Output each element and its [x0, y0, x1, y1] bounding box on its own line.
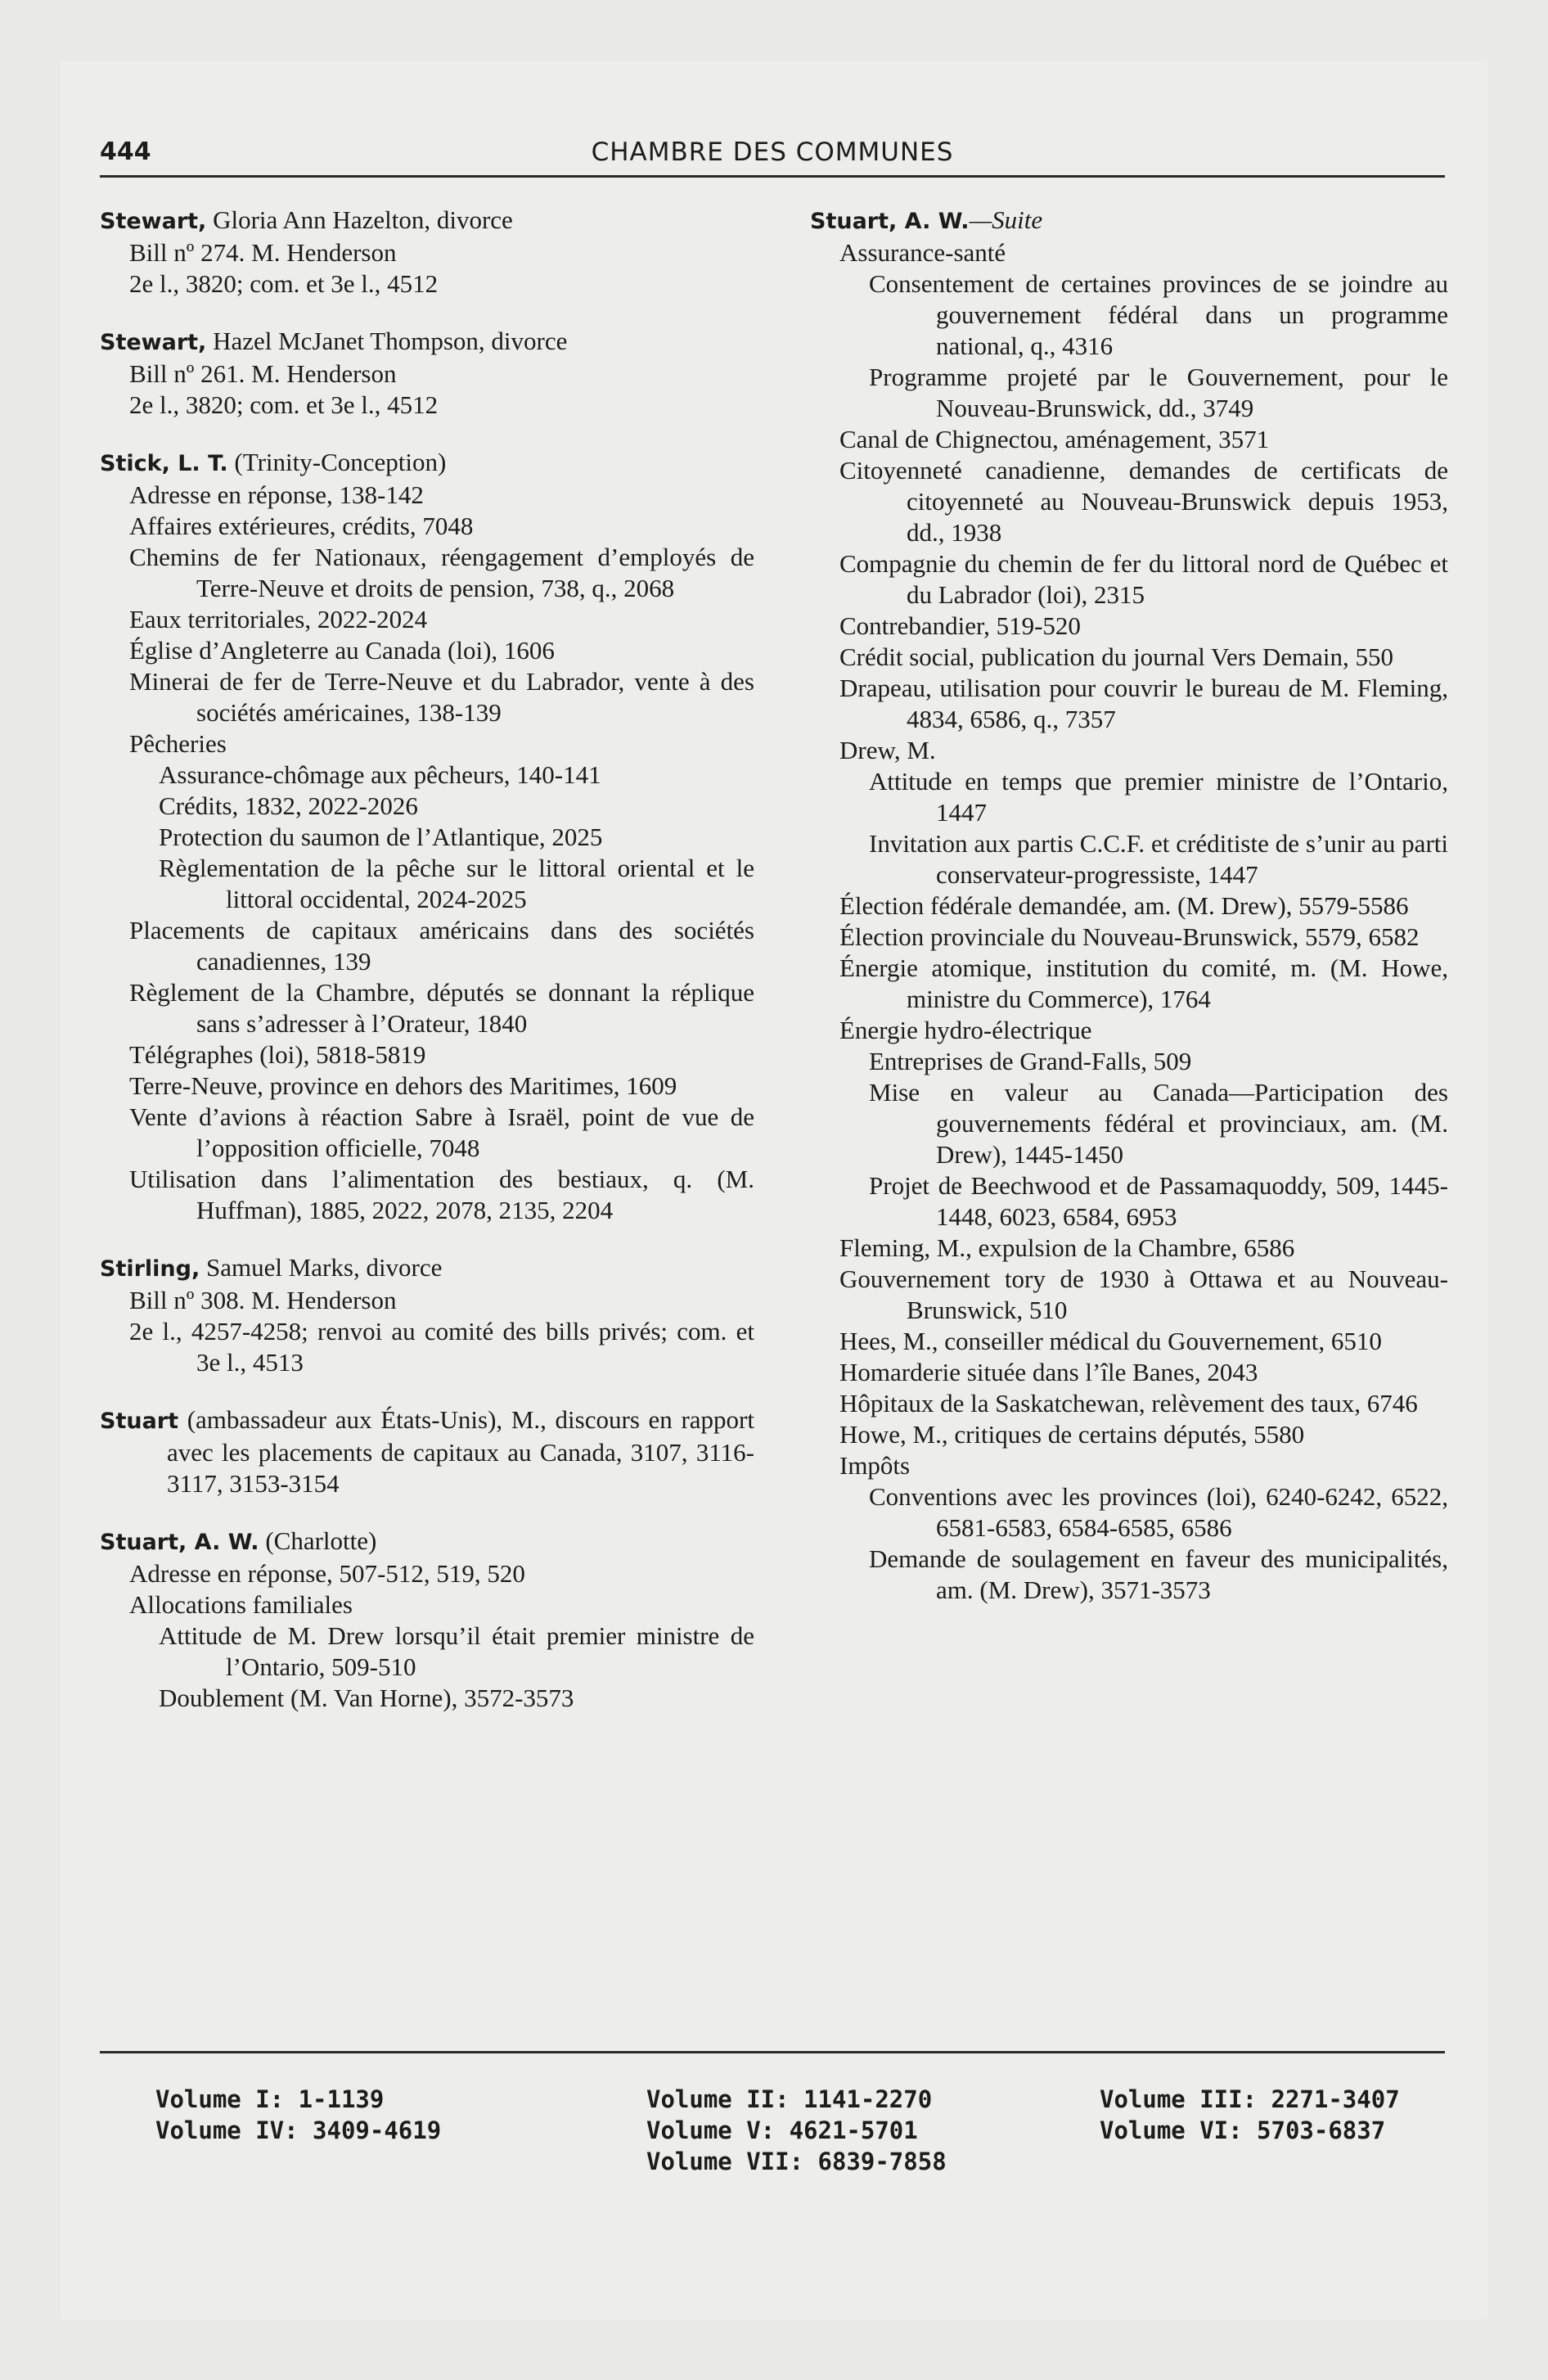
entry-text: Utilisation dans l’alimentation des bestiaux, q. (M. Huffman), 1885, 2022, 2078, 2135, 2204 [129, 1165, 754, 1224]
subentry-line [810, 424, 1448, 455]
subentry-line [100, 1285, 754, 1316]
entry-text: Chemins de fer Nationaux, réengagement d’employés de Terre-Neuve et droits de pension, 738, q., 2068 [129, 543, 754, 602]
entry-text: Élection fédérale demandée, am. (M. Drew), 5579-5586 [839, 891, 1409, 920]
sub-subentry-line [100, 791, 754, 822]
subentry-line [810, 953, 1448, 1015]
entry-text: Église d’Angleterre au Canada (loi), 1606 [129, 636, 555, 665]
subentry-line [100, 1589, 754, 1620]
entry-name: Stuart, A. W. [810, 209, 970, 234]
subentry-line [100, 728, 754, 760]
entry-heading-line [100, 326, 754, 358]
entry-text: Entreprises de Grand-Falls, 509 [869, 1047, 1192, 1075]
left-column [100, 205, 754, 1740]
subentry-line [810, 611, 1448, 642]
volume-range: Volume IV: 3409-4619 [155, 2116, 442, 2144]
entry-text: Demande de soulagement en faveur des municipalités, am. (M. Drew), 3571-3573 [869, 1544, 1448, 1604]
subentry-line [100, 1102, 754, 1164]
page-number: 444 [100, 137, 151, 166]
entry-text: Crédits, 1832, 2022-2026 [159, 791, 418, 820]
sub-subentry-line [810, 766, 1448, 828]
header-rule [100, 175, 1445, 178]
entry-text: (ambassadeur aux États-Unis), M., discours en rapport avec les placements de capitaux au Canada, 3107, 3116-3117, 3153-3154 [167, 1405, 754, 1498]
subentry-line [810, 673, 1448, 735]
volume-range: Volume I: 1-1139 [155, 2085, 385, 2113]
entry-text: 2e l., 3820; com. et 3e l., 4512 [129, 269, 439, 298]
entry-heading-line [100, 205, 754, 237]
entry-text: Consentement de certaines provinces de se joindre au gouvernement fédéral dans un programme national, q., 4316 [869, 269, 1448, 360]
subentry-line [810, 1326, 1448, 1357]
entry-heading-line [100, 1252, 754, 1285]
entry-text: Assurance-chômage aux pêcheurs, 140-141 [159, 760, 601, 789]
subentry-line [100, 666, 754, 728]
sub-subentry-line [810, 1544, 1448, 1606]
entry-text: Invitation aux partis C.C.F. et créditiste de s’unir au parti conservateur-progressiste, 1447 [869, 829, 1448, 889]
subentry-line [810, 890, 1448, 922]
entry-text: Bill nº 274. M. Henderson [129, 238, 397, 267]
subentry-line [100, 604, 754, 635]
page-header [100, 134, 1445, 175]
index-entry [810, 205, 1448, 1606]
volume-range: Volume II: 1141-2270 [646, 2085, 933, 2113]
entry-name: Stuart, A. W. [100, 1530, 259, 1555]
subentry-line [100, 480, 754, 511]
entry-text: Gloria Ann Hazelton, divorce [206, 205, 513, 234]
subentry-line [100, 1039, 754, 1071]
entry-text: Gouvernement tory de 1930 à Ottawa et au Nouveau-Brunswick, 510 [839, 1264, 1448, 1324]
entry-text: Fleming, M., expulsion de la Chambre, 6586 [839, 1233, 1295, 1262]
sub-subentry-line [100, 1683, 754, 1714]
entry-text: Samuel Marks, divorce [200, 1253, 443, 1282]
subentry-line [810, 642, 1448, 673]
entry-heading-line [100, 1526, 754, 1558]
subentry-line [100, 915, 754, 977]
running-head: CHAMBRE DES COMMUNES [591, 137, 954, 167]
volume-range: Volume VII: 6839-7858 [646, 2148, 947, 2175]
entry-text: Homarderie située dans l’île Banes, 2043 [839, 1358, 1258, 1386]
volume-range: Volume III: 2271-3407 [1100, 2085, 1400, 2113]
entry-text: Adresse en réponse, 507-512, 519, 520 [129, 1559, 525, 1588]
entry-text: Impôts [839, 1451, 911, 1480]
subentry-line [810, 1357, 1448, 1388]
entry-text: Pêcheries [129, 729, 227, 758]
sub-subentry-line [810, 1481, 1448, 1544]
subentry-line [810, 455, 1448, 548]
subentry-line [810, 922, 1448, 953]
entry-text: (Charlotte) [259, 1526, 377, 1555]
entry-text: —Suite [969, 205, 1043, 234]
entry-text: Mise en valeur au Canada—Participation des gouvernements fédéral et provinciaux, am. (M. Drew), 1445-1450 [869, 1078, 1448, 1169]
index-entry [100, 447, 754, 1226]
entry-text: Hees, M., conseiller médical du Gouvernement, 6510 [839, 1327, 1382, 1355]
entry-text: Énergie atomique, institution du comité, m. (M. Howe, ministre du Commerce), 1764 [839, 953, 1448, 1013]
entry-text: 2e l., 3820; com. et 3e l., 4512 [129, 390, 439, 419]
entry-text: Citoyenneté canadienne, demandes de certificats de citoyenneté au Nouveau-Brunswick depuis 1953, dd., 1938 [839, 456, 1448, 547]
entry-text: Assurance-santé [839, 238, 1006, 267]
entry-text: Énergie hydro-électrique [839, 1016, 1092, 1044]
entry-text: Élection provinciale du Nouveau-Brunswick, 5579, 6582 [839, 922, 1420, 951]
sub-subentry-line [810, 828, 1448, 890]
sub-subentry-line [810, 1046, 1448, 1077]
entry-text: Bill nº 308. M. Henderson [129, 1286, 397, 1314]
entry-text: Règlement de la Chambre, députés se donnant la réplique sans s’adresser à l’Orateur, 1840 [129, 978, 754, 1038]
entry-text: Adresse en réponse, 138-142 [129, 480, 424, 509]
index-entry [100, 205, 754, 300]
sub-subentry-line [100, 853, 754, 915]
entry-text: Contrebandier, 519-520 [839, 611, 1081, 640]
sub-subentry-line [810, 268, 1448, 362]
entry-text: Affaires extérieures, crédits, 7048 [129, 512, 474, 540]
sub-subentry-line [100, 822, 754, 853]
subentry-line [810, 1264, 1448, 1326]
sub-subentry-line [810, 1170, 1448, 1233]
entry-heading-line [810, 205, 1448, 237]
subentry-line [100, 268, 754, 300]
index-entry [100, 326, 754, 421]
entry-text: Attitude de M. Drew lorsqu’il était premier ministre de l’Ontario, 509-510 [159, 1621, 754, 1681]
entry-text: Doublement (M. Van Horne), 3572-3573 [159, 1684, 574, 1712]
entry-text: (Trinity-Conception) [227, 448, 447, 476]
right-column [810, 205, 1448, 1632]
index-entry [100, 1526, 754, 1714]
subentry-line [100, 511, 754, 542]
sub-subentry-line [100, 1620, 754, 1683]
subentry-line [100, 358, 754, 390]
subentry-line [810, 1419, 1448, 1450]
subentry-line [810, 1015, 1448, 1046]
sub-subentry-line [810, 1077, 1448, 1170]
subentry-line [100, 1558, 754, 1589]
subentry-line [100, 1164, 754, 1226]
entry-text: Crédit social, publication du journal Vers Demain, 550 [839, 642, 1393, 671]
entry-text: Conventions avec les provinces (loi), 6240-6242, 6522, 6581-6583, 6584-6585, 6586 [869, 1482, 1448, 1542]
volume-range: Volume VI: 5703-6837 [1100, 2116, 1386, 2144]
entry-text: Télégraphes (loi), 5818-5819 [129, 1040, 426, 1069]
entry-heading-line [100, 447, 754, 480]
subentry-line [810, 1233, 1448, 1264]
entry-name: Stick, L. T. [100, 451, 228, 476]
subentry-line [100, 977, 754, 1039]
sub-subentry-line [100, 760, 754, 791]
entry-text: Attitude en temps que premier ministre de l’Ontario, 1447 [869, 767, 1448, 827]
entry-text: Vente d’avions à réaction Sabre à Israël, point de vue de l’opposition officielle, 7048 [129, 1102, 754, 1162]
entry-name: Stuart [100, 1409, 179, 1434]
entry-text: Eaux territoriales, 2022-2024 [129, 605, 428, 633]
entry-text: Règlementation de la pêche sur le littoral oriental et le littoral occidental, 2024-2025 [159, 854, 754, 913]
entry-text: Hôpitaux de la Saskatchewan, relèvement des taux, 6746 [839, 1389, 1418, 1418]
entry-text: Compagnie du chemin de fer du littoral nord de Québec et du Labrador (loi), 2315 [839, 549, 1448, 609]
entry-text: Minerai de fer de Terre-Neuve et du Labrador, vente à des sociétés américaines, 138-139 [129, 667, 754, 727]
entry-text: Terre-Neuve, province en dehors des Maritimes, 1609 [129, 1071, 677, 1100]
volume-range: Volume V: 4621-5701 [646, 2116, 918, 2144]
entry-text: Howe, M., critiques de certains députés, 5580 [839, 1420, 1305, 1449]
subentry-line [100, 1316, 754, 1378]
entry-text: Canal de Chignectou, aménagement, 3571 [839, 425, 1270, 453]
subentry-line [810, 735, 1448, 766]
subentry-line [100, 390, 754, 421]
subentry-line [810, 548, 1448, 611]
subentry-line [100, 1071, 754, 1102]
entry-text: Programme projeté par le Gouvernement, pour le Nouveau-Brunswick, dd., 3749 [869, 363, 1448, 422]
entry-text: Projet de Beechwood et de Passamaquoddy, 509, 1445-1448, 6023, 6584, 6953 [869, 1171, 1448, 1231]
entry-heading-line [100, 1404, 754, 1499]
entry-text: Protection du saumon de l’Atlantique, 2025 [159, 823, 603, 851]
footer-rule [100, 2051, 1445, 2053]
entry-text: 2e l., 4257-4258; renvoi au comité des bills privés; com. et 3e l., 4513 [129, 1317, 754, 1377]
entry-text: Drapeau, utilisation pour couvrir le bureau de M. Fleming, 4834, 6586, q., 7357 [839, 674, 1448, 733]
entry-name: Stewart, [100, 330, 207, 355]
subentry-line [100, 635, 754, 666]
subentry-line [810, 237, 1448, 268]
entry-text: Allocations familiales [129, 1590, 353, 1619]
entry-text: Placements de capitaux américains dans des sociétés canadiennes, 139 [129, 916, 754, 976]
index-entry [100, 1252, 754, 1378]
subentry-line [100, 237, 754, 268]
entry-text: Drew, M. [839, 736, 936, 764]
sub-subentry-line [810, 362, 1448, 424]
entry-text: Hazel McJanet Thompson, divorce [206, 327, 568, 355]
subentry-line [810, 1450, 1448, 1481]
entry-name: Stewart, [100, 209, 207, 234]
index-entry [100, 1404, 754, 1499]
entry-name: Stirling, [100, 1256, 200, 1282]
entry-text: Bill nº 261. M. Henderson [129, 359, 397, 388]
subentry-line [810, 1388, 1448, 1419]
subentry-line [100, 542, 754, 604]
